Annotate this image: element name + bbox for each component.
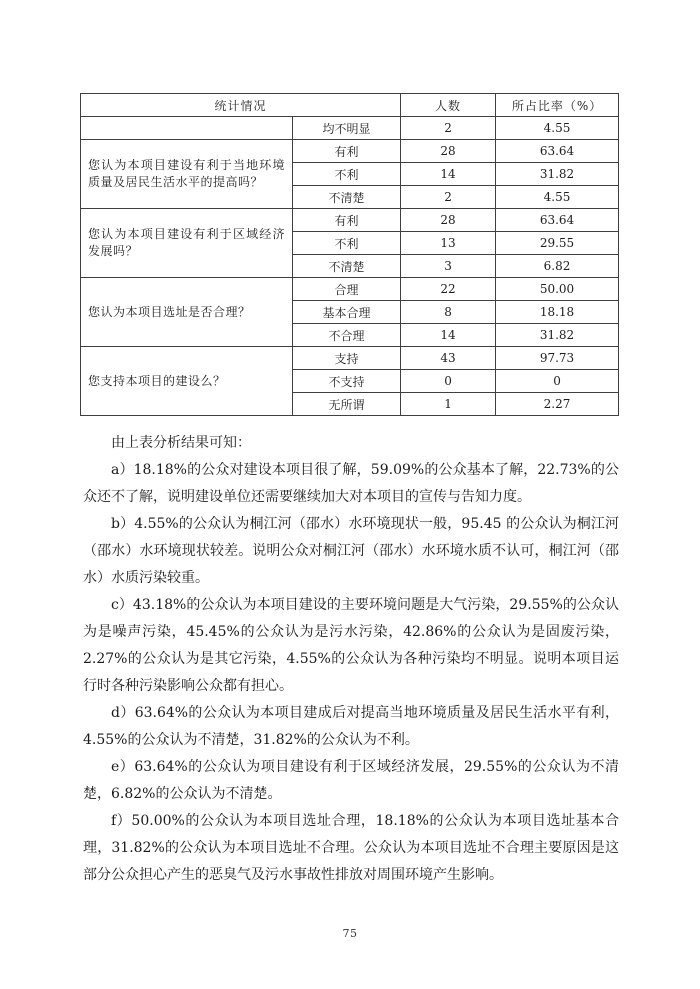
count-cell: 3 [401,255,496,278]
question-cell-empty [81,117,293,140]
ratio-cell: 6.82 [496,255,619,278]
option-cell: 不利 [293,163,401,186]
count-cell: 1 [401,393,496,416]
option-cell: 不合理 [293,324,401,347]
analysis-paragraph-f: f）50.00%的公众认为本项目选址合理，18.18%的公众认为本项目选址基本合理，31.82%的公众认为本项目选址不合理。公众认为本项目选址不合理主要原因是这部分公众担心产生的恶臭气及污水事故性排放对周围环境产生影响。 [83,813,619,883]
ratio-cell: 4.55 [496,117,619,140]
question-cell-environment-quality: 您认为本项目建设有利于当地环境质量及居民生活水平的提高吗？ [81,140,293,209]
count-cell: 13 [401,232,496,255]
ratio-cell: 63.64 [496,209,619,232]
ratio-cell: 97.73 [496,347,619,370]
table-row [81,140,619,163]
ratio-cell: 0 [496,370,619,393]
ratio-cell: 31.82 [496,163,619,186]
page-number: 75 [342,927,358,940]
table-row [81,117,619,140]
table-row [81,278,619,301]
option-cell: 支持 [293,347,401,370]
analysis-paragraph-e: e）63.64%的公众认为项目建设有利于区域经济发展，29.55%的公众认为不清楚，6.82%的公众认为不清楚。 [83,759,619,802]
count-cell: 28 [401,209,496,232]
header-cell-ratio: 所占比率（%） [496,94,619,117]
analysis-section [83,430,619,889]
count-cell: 2 [401,186,496,209]
analysis-paragraph-c: c）43.18%的公众认为本项目建设的主要环境问题是大气污染，29.55%的公众认为是噪声污染，45.45%的公众认为是污水污染，42.86%的公众认为是固废污染，2.27%的公众认为是其它污染，4.55%的公众认为各种污染均不明显。说明本项目运行时各种污染影响公众都有担心。 [83,597,619,694]
ratio-cell: 2.27 [496,393,619,416]
count-cell: 14 [401,163,496,186]
option-cell: 基本合理 [293,301,401,324]
analysis-paragraph-a: a）18.18%的公众对建设本项目很了解，59.09%的公众基本了解，22.73%的公众还不了解，说明建设单位还需要继续加大对本项目的宣传与告知力度。 [83,462,619,505]
count-cell: 14 [401,324,496,347]
count-cell: 8 [401,301,496,324]
header-cell-count: 人数 [401,94,496,117]
analysis-paragraph-d: d）63.64%的公众认为本项目建成后对提高当地环境质量及居民生活水平有利，4.55%的公众认为不清楚，31.82%的公众认为不利。 [83,705,619,748]
question-cell-project-support: 您支持本项目的建设么？ [81,347,293,416]
count-cell: 0 [401,370,496,393]
option-cell: 均不明显 [293,117,401,140]
option-cell: 合理 [293,278,401,301]
count-cell: 22 [401,278,496,301]
option-cell: 不支持 [293,370,401,393]
table-row [81,209,619,232]
ratio-cell: 31.82 [496,324,619,347]
option-cell: 无所谓 [293,393,401,416]
ratio-cell: 18.18 [496,301,619,324]
header-cell-statistic: 统计情况 [81,94,401,117]
option-cell: 不清楚 [293,186,401,209]
count-cell: 2 [401,117,496,140]
ratio-cell: 63.64 [496,140,619,163]
option-cell: 有利 [293,209,401,232]
table-row [81,347,619,370]
count-cell: 28 [401,140,496,163]
option-cell: 有利 [293,140,401,163]
ratio-cell: 50.00 [496,278,619,301]
table-header-row [81,94,619,117]
question-cell-regional-economy: 您认为本项目建设有利于区域经济发展吗？ [81,209,293,278]
question-cell-site-selection: 您认为本项目选址是否合理？ [81,278,293,347]
option-cell: 不利 [293,232,401,255]
ratio-cell: 4.55 [496,186,619,209]
count-cell: 43 [401,347,496,370]
ratio-cell: 29.55 [496,232,619,255]
analysis-paragraph-b: b）4.55%的公众认为桐江河（邵水）水环境现状一般，95.45 的公众认为桐江河（邵水）水环境现状较差。说明公众对桐江河（邵水）水环境水质不认可，桐江河（邵水）水质污染较重。 [83,516,619,586]
analysis-intro: 由上表分析结果可知： [111,435,251,451]
statistics-table [80,93,619,416]
option-cell: 不清楚 [293,255,401,278]
